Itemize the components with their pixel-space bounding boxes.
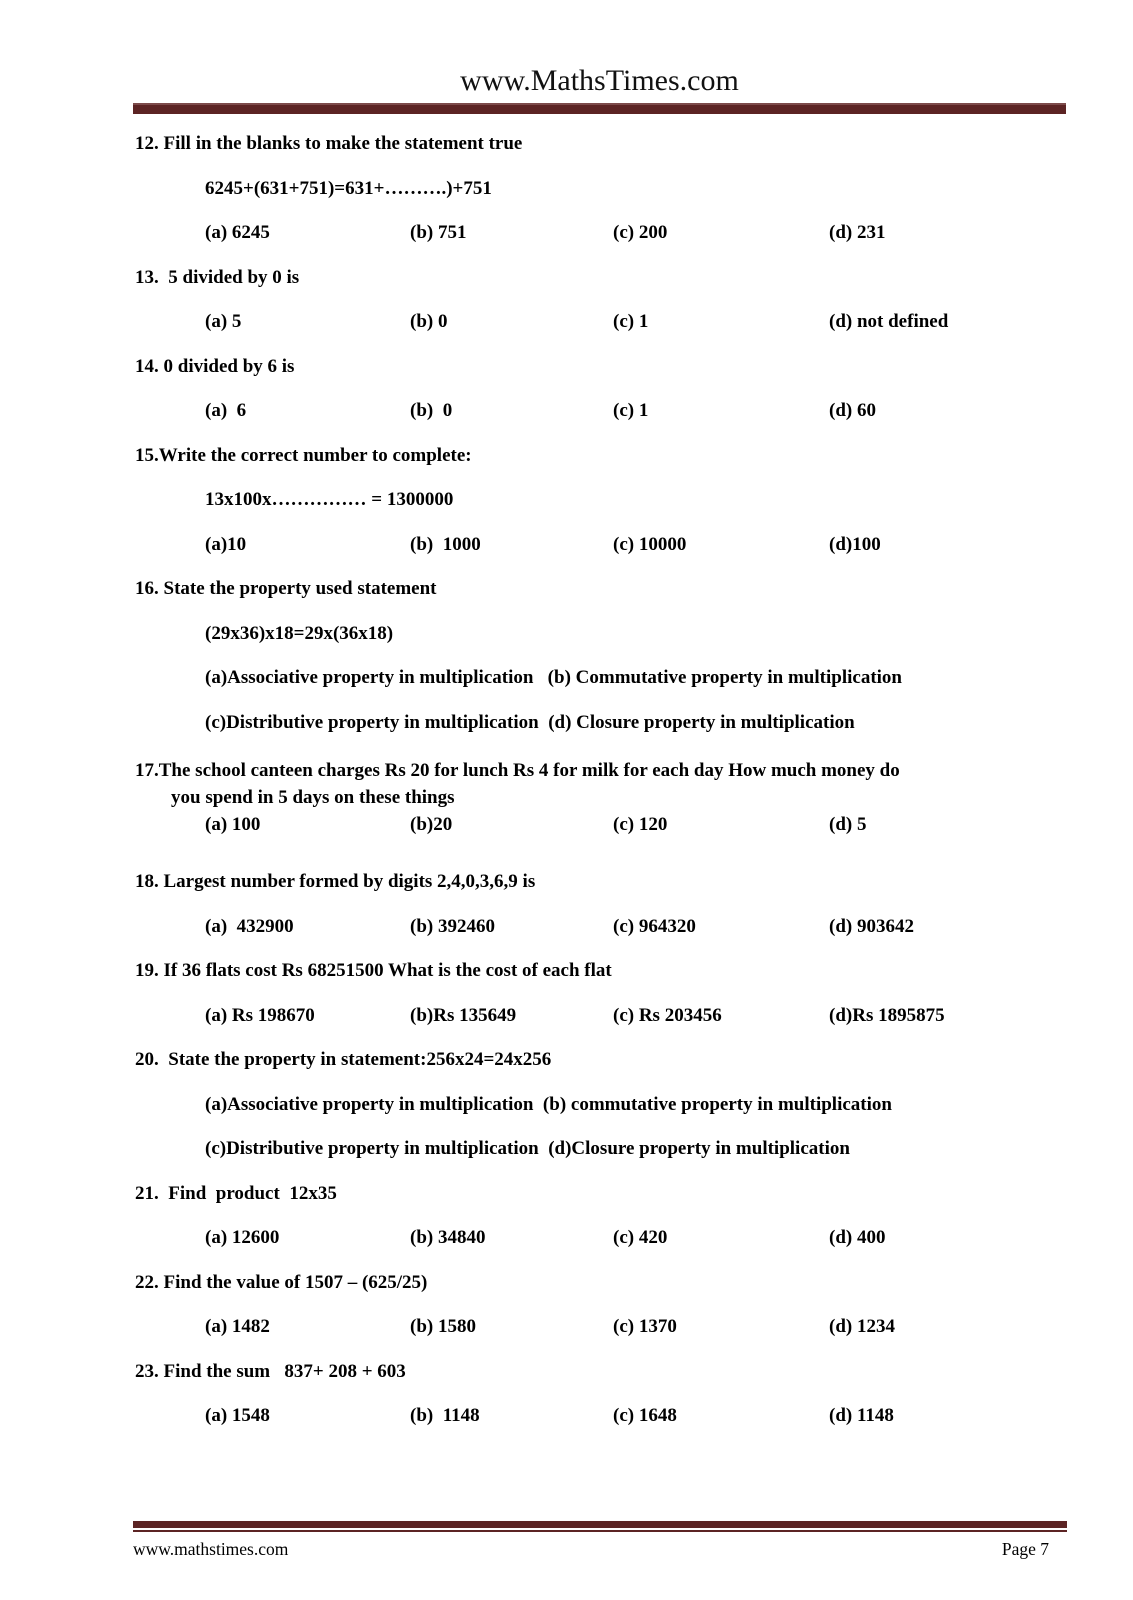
option-c: (c) 200: [613, 222, 668, 243]
question-text: 18. Largest number formed by digits 2,4,0,3,6,9 is: [135, 871, 536, 892]
option-a: (a)10: [205, 533, 247, 555]
option-c: (c) 964320: [613, 915, 696, 937]
question-16: [135, 567, 1073, 745]
option-b: (b) 0: [410, 311, 448, 332]
question-19: [135, 949, 1073, 1038]
option-c: (c) 420: [613, 1227, 668, 1248]
question-14: [135, 345, 1073, 434]
worksheet: [0, 114, 1133, 1439]
options-row: [205, 300, 1073, 345]
footer-rule-thick: [133, 1521, 1067, 1528]
option-d: (d) not defined: [829, 311, 949, 332]
question-text: 19. If 36 flats cost Rs 68251500 What is the cost of each flat: [135, 960, 612, 981]
option-a: (a) 6: [205, 400, 247, 421]
header-rule: [133, 103, 1066, 114]
option-c: (c) 120: [613, 814, 668, 835]
option-c: (c) 1: [613, 311, 649, 332]
option-a: (a) 12600: [205, 1227, 280, 1248]
option-b: (b)20: [410, 814, 453, 835]
option-b: (b) 0: [410, 400, 453, 421]
option-d: (d) 5: [829, 814, 867, 835]
option-a: (a) 6245: [205, 222, 270, 243]
option-a: (a) 1482: [205, 1316, 270, 1337]
options-row: [205, 1305, 1073, 1350]
question-18: [135, 860, 1073, 949]
options-row: [205, 905, 1073, 950]
option-c: (c) 1648: [613, 1405, 677, 1426]
options-row: [205, 523, 1073, 568]
option-b: (b)Rs 135649: [410, 1004, 517, 1026]
option-b: (b) 392460: [410, 915, 495, 937]
question-formula: (29x36)x18=29x(36x18): [205, 622, 394, 644]
options-line-cd: (c)Distributive property in multiplication (d) Closure property in multiplication: [205, 711, 855, 733]
question-text: 13. 5 divided by 0 is: [135, 266, 300, 288]
option-a: (a) 1548: [205, 1405, 270, 1426]
question-17: [135, 745, 1073, 838]
option-d: (d) 903642: [829, 915, 914, 937]
option-c: (c) 1370: [613, 1316, 677, 1337]
option-a: (a) 100: [205, 814, 261, 835]
option-a: (a) 432900: [205, 915, 294, 937]
options-line-cd: (c)Distributive property in multiplication (d)Closure property in multiplication: [205, 1138, 850, 1159]
option-a: (a) Rs 198670: [205, 1004, 315, 1026]
question-15: [135, 434, 1073, 568]
option-a: (a) 5: [205, 311, 242, 332]
question-text: 15.Write the correct number to complete:: [135, 444, 472, 466]
page-footer: [133, 1521, 1067, 1560]
question-text: 23. Find the sum 837+ 208 + 603: [135, 1360, 406, 1382]
option-d: (d) 231: [829, 222, 886, 243]
option-c: (c) Rs 203456: [613, 1004, 722, 1026]
site-title: www.MathsTimes.com: [460, 64, 739, 97]
question-21: [135, 1172, 1073, 1261]
question-formula: 13x100x…………… = 1300000: [205, 489, 454, 510]
option-b: (b) 1580: [410, 1316, 476, 1337]
options-row: [205, 1394, 1073, 1439]
option-c: (c) 1: [613, 400, 649, 421]
question-text-line2: you spend in 5 days on these things: [171, 787, 455, 808]
option-c: (c) 10000: [613, 533, 687, 555]
question-formula: 6245+(631+751)=631+……….)+751: [205, 177, 492, 199]
option-d: (d) 1234: [829, 1316, 895, 1337]
option-d: (d) 1148: [829, 1405, 894, 1426]
page-header: [0, 0, 1133, 114]
options-row: [205, 811, 1073, 838]
question-text: 14. 0 divided by 6 is: [135, 355, 295, 377]
question-23: [135, 1350, 1073, 1439]
option-d: (d)100: [829, 533, 881, 555]
question-22: [135, 1261, 1073, 1350]
options-row: [205, 211, 1073, 256]
footer-rule-thin: [133, 1530, 1067, 1532]
option-d: (d) 60: [829, 400, 876, 421]
question-13: [135, 256, 1073, 345]
question-text: 21. Find product 12x35: [135, 1182, 337, 1204]
option-b: (b) 751: [410, 222, 467, 243]
options-line-ab: (a)Associative property in multiplication (b) Commutative property in multiplication: [205, 667, 902, 688]
option-d: (d)Rs 1895875: [829, 1004, 945, 1026]
question-text: 17.The school canteen charges Rs 20 for lunch Rs 4 for milk for each day How much money do: [135, 760, 900, 781]
options-row: [205, 1216, 1073, 1261]
option-b: (b) 1148: [410, 1405, 480, 1426]
option-b: (b) 1000: [410, 533, 481, 555]
question-text: 22. Find the value of 1507 – (625/25): [135, 1271, 428, 1293]
footer-site-url: www.mathstimes.com: [133, 1539, 289, 1559]
options-row: [205, 389, 1073, 434]
question-20: [135, 1038, 1073, 1172]
footer-page-number: Page 7: [1001, 1539, 1049, 1559]
question-text: 16. State the property used statement: [135, 578, 437, 599]
option-b: (b) 34840: [410, 1227, 486, 1248]
options-line-ab: (a)Associative property in multiplication (b) commutative property in multiplication: [205, 1093, 892, 1115]
question-text: 12. Fill in the blanks to make the statement true: [135, 133, 523, 154]
question-12: [135, 122, 1073, 256]
option-d: (d) 400: [829, 1227, 886, 1248]
question-text: 20. State the property in statement:256x24=24x256: [135, 1049, 552, 1070]
options-row: [205, 994, 1073, 1039]
